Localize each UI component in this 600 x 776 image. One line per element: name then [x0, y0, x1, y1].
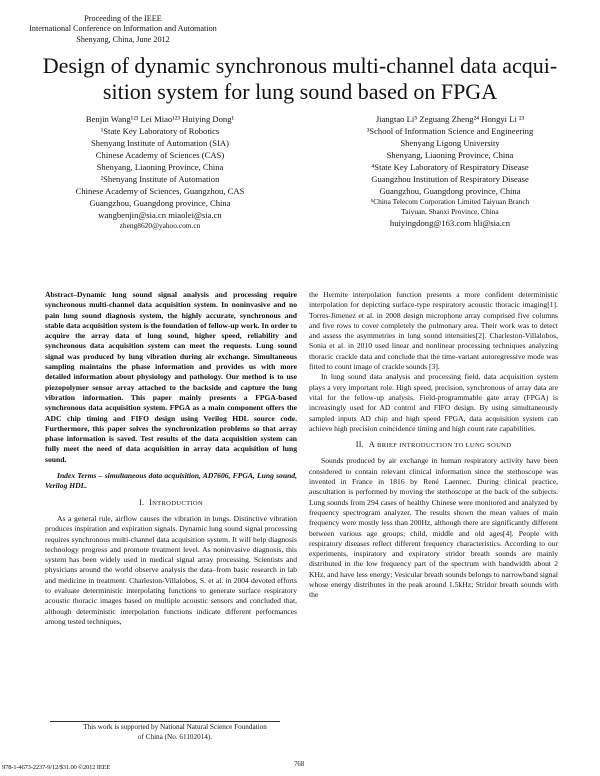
- affiliation-line: ⁴State Key Laboratory of Respiratory Disease: [371, 162, 529, 172]
- section-number: II.: [355, 440, 365, 450]
- affiliation-line: ¹State Key Laboratory of Robotics: [100, 126, 220, 136]
- author-names-right: Jiangtao Li⁵ Zeguang Zheng²⁴ Hongyi Li ²³: [375, 114, 525, 124]
- authors-left: [30, 113, 290, 231]
- section-heading-rest: BRIEF INTRODUCTION TO LUNG SOUND: [375, 442, 512, 450]
- header-line-1: Proceeding of the IEEE: [84, 14, 162, 23]
- index-terms: Index Terms – simultaneous data acquisition, AD7606, FPGA, Lung sound, Verilog HDL.: [45, 471, 297, 491]
- body-paragraph: In lung sound data analysis and processing field, data acquisition system plays a very important role. High speed, precision, synchronous of array data are vital for the fellow-up analysis. Field-programmable gate array (FPGA) is increasingly used for AD control and FIFO design. By using simultaneously sampled inputs AD chip and high speed FPGA, data acquisition system can achieve high precision coincidence timing and high count rate capabilities.: [309, 372, 558, 433]
- affiliation-line-small: ⁵China Telecom Corporation Limited Taiyuan Branch: [370, 197, 530, 206]
- affiliation-line: Chinese Academy of Sciences, Guangzhou, CAS: [75, 186, 245, 196]
- author-names-left: Benjin Wang¹²³ Lei Miao¹²³ Huiying Dong¹: [85, 114, 235, 124]
- affiliation-line: Chinese Academy of Sciences (CAS): [95, 150, 225, 160]
- body-paragraph: Sounds produced by air exchange in human respiratory activity have been considered to contain relevant clinical information since the stethoscope was invented in France in 1816 by René Laennec. During clinical practice, auscultation is performed by moving the stethoscope at the back of the subjects. Lung sounds from 294 cases of healthy Chinese were monitored and analyzed by frequency spectrogram analyzer. The results shown the mean values of main frequency were mostly less than 200Hz, although there are significantly different between various age groups; child, middle and old ages[4]. People with respiratory diseases reflect different frequency characteristics. According to our experiments, inspiratory and expiratory stridor breath sounds are mainly distributed in the low frequency part of the spectrum with bandwidth about 2 KHz, and have less energy; Vesicular breath sounds belongs to narrowband signal whose energy distributes in the peak around 1.5kHz; Stridor breath sounds with the: [309, 456, 558, 600]
- affiliation-line: Shenyang, Liaoning Province, China: [96, 162, 224, 172]
- abstract: Abstract–Dynamic lung sound signal analysis and processing require synchronous multi-channel data acquisition system. In noninvasive and no pain lung sound diagnosis system, the highly accurate, synchronous and stable data acquisition system is the foundation of fellow-up work. In order to acquire the array data of lung sound, higher speed, reliability and synchronous data acquisition system can meet the requests. Lung sound signal was produced by lung vibration during air exchange. Simultaneous sampling maintains the phase information and provides us with more detailed information about physiology and pathology. Our method is to use piezopolymer sensor array attached to the backside and capture the lung vibration information. This paper mainly presents a FPGA-based synchronous data acquisition system. FPGA as a main component offers the ADC chip timing and FIFO design using Verilog HDL source code. Furthermore, this paper solves the synchronization problems so that array phase information is saved. Test results of the data acquisition system can fully meet the need of data acquisition in array data acquisition of lung sound.: [45, 290, 297, 464]
- affiliation-line: Guangzhou, Guangdong province, China: [89, 198, 231, 208]
- header-line-2: International Conference on Information and Automation: [29, 24, 217, 34]
- section-heading-initial: I: [149, 497, 153, 507]
- affiliation-line: Shenyang, Liaoning Province, China: [386, 150, 514, 160]
- affiliation-line: Guangzhou Institution of Respiratory Disease: [371, 174, 529, 184]
- affiliation-line: Guangzhou, Guangdong province, China: [379, 186, 521, 196]
- title-line-1: Design of dynamic synchronous multi-channel data acqui-: [42, 53, 558, 78]
- affiliation-line-small: Taiyuan, Shanxi Province, China: [401, 207, 499, 216]
- footnote-rule: [50, 721, 280, 722]
- section-heading-initial: A: [368, 440, 376, 450]
- author-email-small: zheng8620@yahoo.com.cn: [119, 221, 201, 230]
- section-heading-rest: NTRODUCTION: [152, 499, 204, 507]
- affiliation-line: ²Shenyang Institute of Automation: [100, 174, 220, 184]
- introduction-paragraph: As a general rule, airflow causes the vibration in lungs. Distinctive vibration produces inspiration and expiration signals. Dynamic lung sound signal processing requires synchronous multi-channel data acquisition system. It will help diagnosis technology progress and promote treatment level. As noninvasive diagnosis, this system has been widely used in medical signal array processing. Scientists and physicians around the world observe analysis the data–from basic research in lab and medicine in treatment. Charleston-Villalobos, S. et al. in 2004 devoted efforts to evaluate deterministic interpolating functions to generate surface respiratory acoustic thoracic images based on multiple acoustic sensors and concluded that, although deterministic interpolation functions indicate different performances among tested techniques,: [45, 513, 297, 626]
- affiliation-line: ³School of Information Science and Engineering: [366, 126, 534, 136]
- author-emails-left: wangbenjin@sia.cn miaolei@sia.cn: [98, 210, 222, 220]
- section-heading-lung-sound: [309, 440, 558, 451]
- body-paragraph: the Hermite interpolation function presents a more confident deterministic interpolation for depicting surface-type respiratory acoustic thoracic imaging[1]. Torres-Jimenez et al. in 2008 design microphone array comprised five columns and five rows to cover completely the pulmonary area. Their work was to detect and assess the asymmetries in lung sound intensities[2]. Charleston-Villalobos, Sonia et al. in 2010 used linear and nonlinear processing techniques analyzing thoracic crackle data and conclude that the time-variant autoregressive mode was fitted to count image of crackle sounds [3].: [309, 290, 558, 372]
- header-line-3: Shenyang, China, June 2012: [76, 34, 170, 44]
- footnote-line-2: of China (No. 61102014).: [137, 732, 213, 741]
- title-line-2: sition system for lung sound based on FPGA: [102, 79, 498, 104]
- author-emails-right: huiyingdong@163.com hli@sia.cn: [389, 218, 511, 228]
- affiliation-line: Shenyang Ligong University: [400, 138, 500, 148]
- conference-header: [18, 14, 228, 45]
- section-heading-introduction: [45, 498, 297, 509]
- right-column: [309, 290, 558, 601]
- funding-footnote: [50, 723, 300, 742]
- isbn-copyright: 978-1-4673-2237-9/12/$31.00 ©2012 IEEE: [2, 764, 111, 771]
- section-number: I.: [138, 497, 145, 507]
- paper-title: [20, 53, 580, 105]
- footnote-line-1: This work is supported by National Natural Science Foundation: [83, 723, 267, 731]
- authors-right: [315, 113, 585, 229]
- left-column: [45, 290, 297, 627]
- affiliation-line: Shenyang Institute of Automation (SIA): [91, 138, 229, 148]
- page-number: 768: [294, 761, 305, 768]
